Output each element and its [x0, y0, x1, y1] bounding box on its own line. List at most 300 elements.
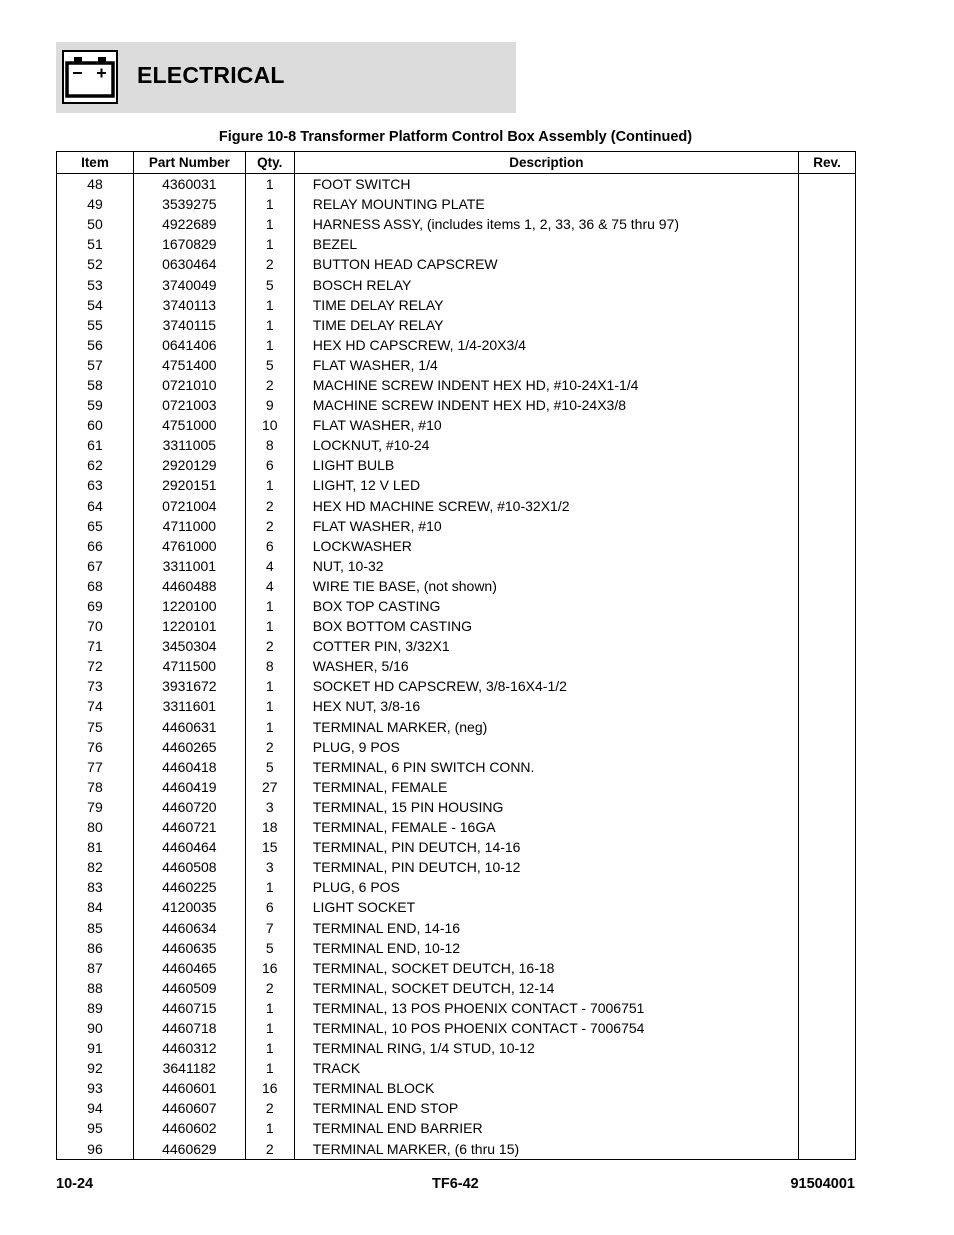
- cell-description: WIRE TIE BASE, (not shown): [294, 576, 798, 596]
- cell-rev: [799, 656, 856, 676]
- cell-qty: 2: [245, 636, 294, 656]
- table-row: [57, 395, 856, 415]
- table-row: [57, 938, 856, 958]
- cell-description: FOOT SWITCH: [294, 174, 798, 195]
- cell-qty: 10: [245, 415, 294, 435]
- page-number: 10-24: [56, 1176, 94, 1192]
- cell-description: HEX HD CAPSCREW, 1/4-20X3/4: [294, 335, 798, 355]
- cell-rev: [799, 1139, 856, 1160]
- cell-description: HEX NUT, 3/8-16: [294, 696, 798, 716]
- cell-part-number: 3450304: [133, 636, 245, 656]
- cell-rev: [799, 536, 856, 556]
- cell-rev: [799, 717, 856, 737]
- cell-part-number: 3311001: [133, 556, 245, 576]
- cell-item: 93: [57, 1078, 134, 1098]
- table-header-row: [57, 152, 856, 174]
- cell-rev: [799, 676, 856, 696]
- table-row: [57, 837, 856, 857]
- table-row: [57, 455, 856, 475]
- cell-rev: [799, 274, 856, 294]
- cell-qty: 27: [245, 777, 294, 797]
- cell-item: 49: [57, 194, 134, 214]
- cell-description: WASHER, 5/16: [294, 656, 798, 676]
- cell-part-number: 0630464: [133, 254, 245, 274]
- cell-description: HARNESS ASSY, (includes items 1, 2, 33, 36 & 75 thru 97): [294, 214, 798, 234]
- cell-rev: [799, 496, 856, 516]
- cell-rev: [799, 556, 856, 576]
- cell-description: TERMINAL MARKER, (6 thru 15): [294, 1139, 798, 1160]
- cell-rev: [799, 757, 856, 777]
- cell-qty: 5: [245, 938, 294, 958]
- table-row: [57, 616, 856, 636]
- cell-rev: [799, 254, 856, 274]
- cell-rev: [799, 295, 856, 315]
- cell-part-number: 1220101: [133, 616, 245, 636]
- cell-qty: 3: [245, 857, 294, 877]
- cell-description: TERMINAL END STOP: [294, 1098, 798, 1118]
- column-header-description: Description: [294, 152, 798, 174]
- cell-qty: 1: [245, 475, 294, 495]
- cell-rev: [799, 777, 856, 797]
- cell-item: 82: [57, 857, 134, 877]
- cell-part-number: 0641406: [133, 335, 245, 355]
- cell-item: 59: [57, 395, 134, 415]
- figure-title: Figure 10-8 Transformer Platform Control Box Assembly (Continued): [218, 129, 693, 145]
- cell-description: TERMINAL, FEMALE: [294, 777, 798, 797]
- cell-description: TERMINAL, 13 POS PHOENIX CONTACT - 7006751: [294, 998, 798, 1018]
- cell-rev: [799, 938, 856, 958]
- cell-description: TERMINAL RING, 1/4 STUD, 10-12: [294, 1038, 798, 1058]
- cell-rev: [799, 355, 856, 375]
- cell-part-number: 4460635: [133, 938, 245, 958]
- cell-part-number: 4460629: [133, 1139, 245, 1160]
- table-row: [57, 194, 856, 214]
- cell-item: 65: [57, 516, 134, 536]
- cell-rev: [799, 958, 856, 978]
- cell-item: 53: [57, 274, 134, 294]
- cell-qty: 6: [245, 455, 294, 475]
- cell-item: 88: [57, 978, 134, 998]
- cell-part-number: 4460488: [133, 576, 245, 596]
- cell-rev: [799, 616, 856, 636]
- cell-qty: 1: [245, 676, 294, 696]
- cell-qty: 6: [245, 897, 294, 917]
- cell-item: 90: [57, 1018, 134, 1038]
- cell-item: 79: [57, 797, 134, 817]
- cell-qty: 1: [245, 174, 294, 195]
- table-row: [57, 536, 856, 556]
- table-row: [57, 676, 856, 696]
- cell-part-number: 4460602: [133, 1118, 245, 1138]
- table-row: [57, 576, 856, 596]
- cell-qty: 2: [245, 978, 294, 998]
- cell-part-number: 4460718: [133, 1018, 245, 1038]
- cell-description: BEZEL: [294, 234, 798, 254]
- cell-qty: 2: [245, 375, 294, 395]
- cell-rev: [799, 234, 856, 254]
- cell-part-number: 3539275: [133, 194, 245, 214]
- cell-rev: [799, 817, 856, 837]
- cell-item: 58: [57, 375, 134, 395]
- cell-rev: [799, 1038, 856, 1058]
- cell-qty: 2: [245, 737, 294, 757]
- table-row: [57, 877, 856, 897]
- cell-qty: 1: [245, 194, 294, 214]
- column-header-part-number: Part Number: [133, 152, 245, 174]
- cell-item: 78: [57, 777, 134, 797]
- cell-qty: 1: [245, 315, 294, 335]
- table-row: [57, 998, 856, 1018]
- parts-table-body: [57, 174, 856, 1160]
- cell-part-number: 3740113: [133, 295, 245, 315]
- table-row: [57, 737, 856, 757]
- cell-qty: 1: [245, 214, 294, 234]
- cell-item: 51: [57, 234, 134, 254]
- table-row: [57, 777, 856, 797]
- cell-qty: 1: [245, 335, 294, 355]
- cell-qty: 8: [245, 656, 294, 676]
- cell-part-number: 4460265: [133, 737, 245, 757]
- cell-description: FLAT WASHER, #10: [294, 415, 798, 435]
- cell-part-number: 3931672: [133, 676, 245, 696]
- cell-rev: [799, 395, 856, 415]
- cell-description: MACHINE SCREW INDENT HEX HD, #10-24X1-1/4: [294, 375, 798, 395]
- table-row: [57, 656, 856, 676]
- cell-qty: 1: [245, 234, 294, 254]
- table-row: [57, 375, 856, 395]
- cell-qty: 5: [245, 274, 294, 294]
- cell-rev: [799, 857, 856, 877]
- cell-rev: [799, 636, 856, 656]
- cell-part-number: 4711500: [133, 656, 245, 676]
- table-row: [57, 295, 856, 315]
- cell-part-number: 4460312: [133, 1038, 245, 1058]
- table-row: [57, 556, 856, 576]
- cell-item: 50: [57, 214, 134, 234]
- table-row: [57, 596, 856, 616]
- cell-description: MACHINE SCREW INDENT HEX HD, #10-24X3/8: [294, 395, 798, 415]
- cell-part-number: 4460419: [133, 777, 245, 797]
- cell-rev: [799, 214, 856, 234]
- cell-item: 56: [57, 335, 134, 355]
- document-number: 91504001: [790, 1176, 855, 1192]
- cell-description: TERMINAL, 6 PIN SWITCH CONN.: [294, 757, 798, 777]
- cell-rev: [799, 194, 856, 214]
- table-row: [57, 1078, 856, 1098]
- table-row: [57, 757, 856, 777]
- cell-description: TERMINAL, FEMALE - 16GA: [294, 817, 798, 837]
- cell-rev: [799, 877, 856, 897]
- cell-part-number: 4922689: [133, 214, 245, 234]
- table-row: [57, 254, 856, 274]
- table-row: [57, 415, 856, 435]
- cell-part-number: 4711000: [133, 516, 245, 536]
- table-row: [57, 1018, 856, 1038]
- cell-item: 63: [57, 475, 134, 495]
- cell-item: 60: [57, 415, 134, 435]
- cell-rev: [799, 516, 856, 536]
- table-row: [57, 496, 856, 516]
- cell-item: 75: [57, 717, 134, 737]
- cell-description: FLAT WASHER, 1/4: [294, 355, 798, 375]
- cell-description: TERMINAL, PIN DEUTCH, 14-16: [294, 837, 798, 857]
- cell-item: 69: [57, 596, 134, 616]
- cell-part-number: 0721003: [133, 395, 245, 415]
- cell-part-number: 4460225: [133, 877, 245, 897]
- table-row: [57, 234, 856, 254]
- cell-qty: 7: [245, 917, 294, 937]
- cell-rev: [799, 576, 856, 596]
- model-number: TF6-42: [432, 1176, 479, 1192]
- table-row: [57, 696, 856, 716]
- cell-item: 95: [57, 1118, 134, 1138]
- cell-qty: 15: [245, 837, 294, 857]
- cell-part-number: 0721004: [133, 496, 245, 516]
- cell-description: TERMINAL, 15 PIN HOUSING: [294, 797, 798, 817]
- cell-description: TERMINAL END, 14-16: [294, 917, 798, 937]
- column-header-qty: Qty.: [245, 152, 294, 174]
- cell-description: TERMINAL END BARRIER: [294, 1118, 798, 1138]
- cell-item: 84: [57, 897, 134, 917]
- section-banner: [56, 42, 516, 113]
- cell-item: 64: [57, 496, 134, 516]
- column-header-rev: Rev.: [799, 152, 856, 174]
- cell-item: 62: [57, 455, 134, 475]
- cell-rev: [799, 897, 856, 917]
- table-row: [57, 1139, 856, 1160]
- table-row: [57, 335, 856, 355]
- cell-qty: 18: [245, 817, 294, 837]
- cell-rev: [799, 415, 856, 435]
- cell-description: BUTTON HEAD CAPSCREW: [294, 254, 798, 274]
- cell-description: SOCKET HD CAPSCREW, 3/8-16X4-1/2: [294, 676, 798, 696]
- cell-item: 55: [57, 315, 134, 335]
- table-row: [57, 1118, 856, 1138]
- cell-item: 73: [57, 676, 134, 696]
- cell-item: 57: [57, 355, 134, 375]
- cell-item: 87: [57, 958, 134, 978]
- cell-qty: 6: [245, 536, 294, 556]
- cell-description: HEX HD MACHINE SCREW, #10-32X1/2: [294, 496, 798, 516]
- table-row: [57, 174, 856, 195]
- cell-rev: [799, 998, 856, 1018]
- cell-part-number: 3740049: [133, 274, 245, 294]
- table-row: [57, 315, 856, 335]
- cell-qty: 1: [245, 877, 294, 897]
- cell-rev: [799, 596, 856, 616]
- cell-part-number: 4761000: [133, 536, 245, 556]
- cell-part-number: 2920151: [133, 475, 245, 495]
- cell-item: 80: [57, 817, 134, 837]
- cell-rev: [799, 837, 856, 857]
- cell-description: FLAT WASHER, #10: [294, 516, 798, 536]
- section-title: ELECTRICAL: [137, 62, 285, 88]
- cell-rev: [799, 315, 856, 335]
- cell-description: LIGHT SOCKET: [294, 897, 798, 917]
- cell-item: 92: [57, 1058, 134, 1078]
- cell-item: 72: [57, 656, 134, 676]
- cell-description: LOCKNUT, #10-24: [294, 435, 798, 455]
- cell-part-number: 4460721: [133, 817, 245, 837]
- cell-description: TRACK: [294, 1058, 798, 1078]
- cell-rev: [799, 1078, 856, 1098]
- cell-description: PLUG, 9 POS: [294, 737, 798, 757]
- cell-qty: 4: [245, 576, 294, 596]
- cell-qty: 9: [245, 395, 294, 415]
- cell-qty: 5: [245, 757, 294, 777]
- table-row: [57, 857, 856, 877]
- cell-description: BOSCH RELAY: [294, 274, 798, 294]
- cell-description: TERMINAL END, 10-12: [294, 938, 798, 958]
- cell-qty: 2: [245, 496, 294, 516]
- cell-description: TERMINAL BLOCK: [294, 1078, 798, 1098]
- table-row: [57, 917, 856, 937]
- cell-rev: [799, 696, 856, 716]
- cell-rev: [799, 1058, 856, 1078]
- cell-part-number: 2920129: [133, 455, 245, 475]
- cell-part-number: 4460465: [133, 958, 245, 978]
- table-row: [57, 274, 856, 294]
- cell-part-number: 1670829: [133, 234, 245, 254]
- cell-qty: 2: [245, 1139, 294, 1160]
- battery-icon: [62, 50, 118, 104]
- cell-description: LIGHT, 12 V LED: [294, 475, 798, 495]
- cell-qty: 1: [245, 1058, 294, 1078]
- cell-qty: 3: [245, 797, 294, 817]
- cell-rev: [799, 455, 856, 475]
- cell-rev: [799, 1018, 856, 1038]
- cell-item: 89: [57, 998, 134, 1018]
- cell-item: 74: [57, 696, 134, 716]
- cell-item: 48: [57, 174, 134, 195]
- cell-description: TERMINAL, SOCKET DEUTCH, 12-14: [294, 978, 798, 998]
- cell-description: COTTER PIN, 3/32X1: [294, 636, 798, 656]
- table-row: [57, 435, 856, 455]
- cell-rev: [799, 475, 856, 495]
- table-row: [57, 1058, 856, 1078]
- cell-item: 66: [57, 536, 134, 556]
- cell-rev: [799, 797, 856, 817]
- cell-item: 71: [57, 636, 134, 656]
- cell-part-number: 0721010: [133, 375, 245, 395]
- cell-part-number: 3641182: [133, 1058, 245, 1078]
- cell-item: 68: [57, 576, 134, 596]
- cell-qty: 1: [245, 616, 294, 636]
- cell-description: LOCKWASHER: [294, 536, 798, 556]
- cell-part-number: 4460631: [133, 717, 245, 737]
- table-row: [57, 516, 856, 536]
- table-row: [57, 958, 856, 978]
- cell-qty: 16: [245, 958, 294, 978]
- cell-description: TERMINAL MARKER, (neg): [294, 717, 798, 737]
- cell-qty: 4: [245, 556, 294, 576]
- cell-item: 77: [57, 757, 134, 777]
- cell-item: 91: [57, 1038, 134, 1058]
- cell-part-number: 4460720: [133, 797, 245, 817]
- table-row: [57, 978, 856, 998]
- cell-part-number: 3740115: [133, 315, 245, 335]
- cell-description: TERMINAL, PIN DEUTCH, 10-12: [294, 857, 798, 877]
- cell-qty: 8: [245, 435, 294, 455]
- cell-qty: 5: [245, 355, 294, 375]
- parts-table: [56, 151, 856, 1160]
- cell-part-number: 4460418: [133, 757, 245, 777]
- cell-qty: 1: [245, 1018, 294, 1038]
- table-row: [57, 797, 856, 817]
- cell-description: PLUG, 6 POS: [294, 877, 798, 897]
- cell-qty: 1: [245, 717, 294, 737]
- cell-qty: 16: [245, 1078, 294, 1098]
- cell-part-number: 4460464: [133, 837, 245, 857]
- table-row: [57, 475, 856, 495]
- cell-rev: [799, 435, 856, 455]
- cell-qty: 1: [245, 696, 294, 716]
- table-row: [57, 1038, 856, 1058]
- cell-part-number: 4751400: [133, 355, 245, 375]
- table-row: [57, 355, 856, 375]
- cell-part-number: 4460634: [133, 917, 245, 937]
- cell-rev: [799, 917, 856, 937]
- cell-part-number: 3311005: [133, 435, 245, 455]
- cell-qty: 2: [245, 254, 294, 274]
- cell-description: RELAY MOUNTING PLATE: [294, 194, 798, 214]
- table-row: [57, 1098, 856, 1118]
- cell-qty: 1: [245, 998, 294, 1018]
- table-row: [57, 817, 856, 837]
- cell-rev: [799, 1118, 856, 1138]
- cell-description: TIME DELAY RELAY: [294, 315, 798, 335]
- cell-part-number: 4360031: [133, 174, 245, 195]
- cell-description: TIME DELAY RELAY: [294, 295, 798, 315]
- cell-part-number: 4460607: [133, 1098, 245, 1118]
- cell-part-number: 1220100: [133, 596, 245, 616]
- cell-description: NUT, 10-32: [294, 556, 798, 576]
- cell-item: 94: [57, 1098, 134, 1118]
- cell-rev: [799, 174, 856, 195]
- table-row: [57, 717, 856, 737]
- table-row: [57, 214, 856, 234]
- cell-item: 81: [57, 837, 134, 857]
- cell-part-number: 3311601: [133, 696, 245, 716]
- table-row: [57, 897, 856, 917]
- cell-rev: [799, 737, 856, 757]
- cell-part-number: 4460601: [133, 1078, 245, 1098]
- cell-description: TERMINAL, SOCKET DEUTCH, 16-18: [294, 958, 798, 978]
- table-row: [57, 636, 856, 656]
- cell-part-number: 4460508: [133, 857, 245, 877]
- cell-qty: 2: [245, 516, 294, 536]
- cell-item: 83: [57, 877, 134, 897]
- cell-description: BOX TOP CASTING: [294, 596, 798, 616]
- cell-qty: 1: [245, 1118, 294, 1138]
- cell-rev: [799, 375, 856, 395]
- cell-item: 86: [57, 938, 134, 958]
- cell-rev: [799, 978, 856, 998]
- cell-item: 85: [57, 917, 134, 937]
- cell-rev: [799, 1098, 856, 1118]
- cell-description: TERMINAL, 10 POS PHOENIX CONTACT - 7006754: [294, 1018, 798, 1038]
- cell-item: 76: [57, 737, 134, 757]
- cell-item: 61: [57, 435, 134, 455]
- cell-item: 70: [57, 616, 134, 636]
- cell-part-number: 4460509: [133, 978, 245, 998]
- cell-part-number: 4460715: [133, 998, 245, 1018]
- cell-qty: 2: [245, 1098, 294, 1118]
- cell-qty: 1: [245, 596, 294, 616]
- column-header-item: Item: [57, 152, 134, 174]
- cell-part-number: 4120035: [133, 897, 245, 917]
- cell-item: 96: [57, 1139, 134, 1160]
